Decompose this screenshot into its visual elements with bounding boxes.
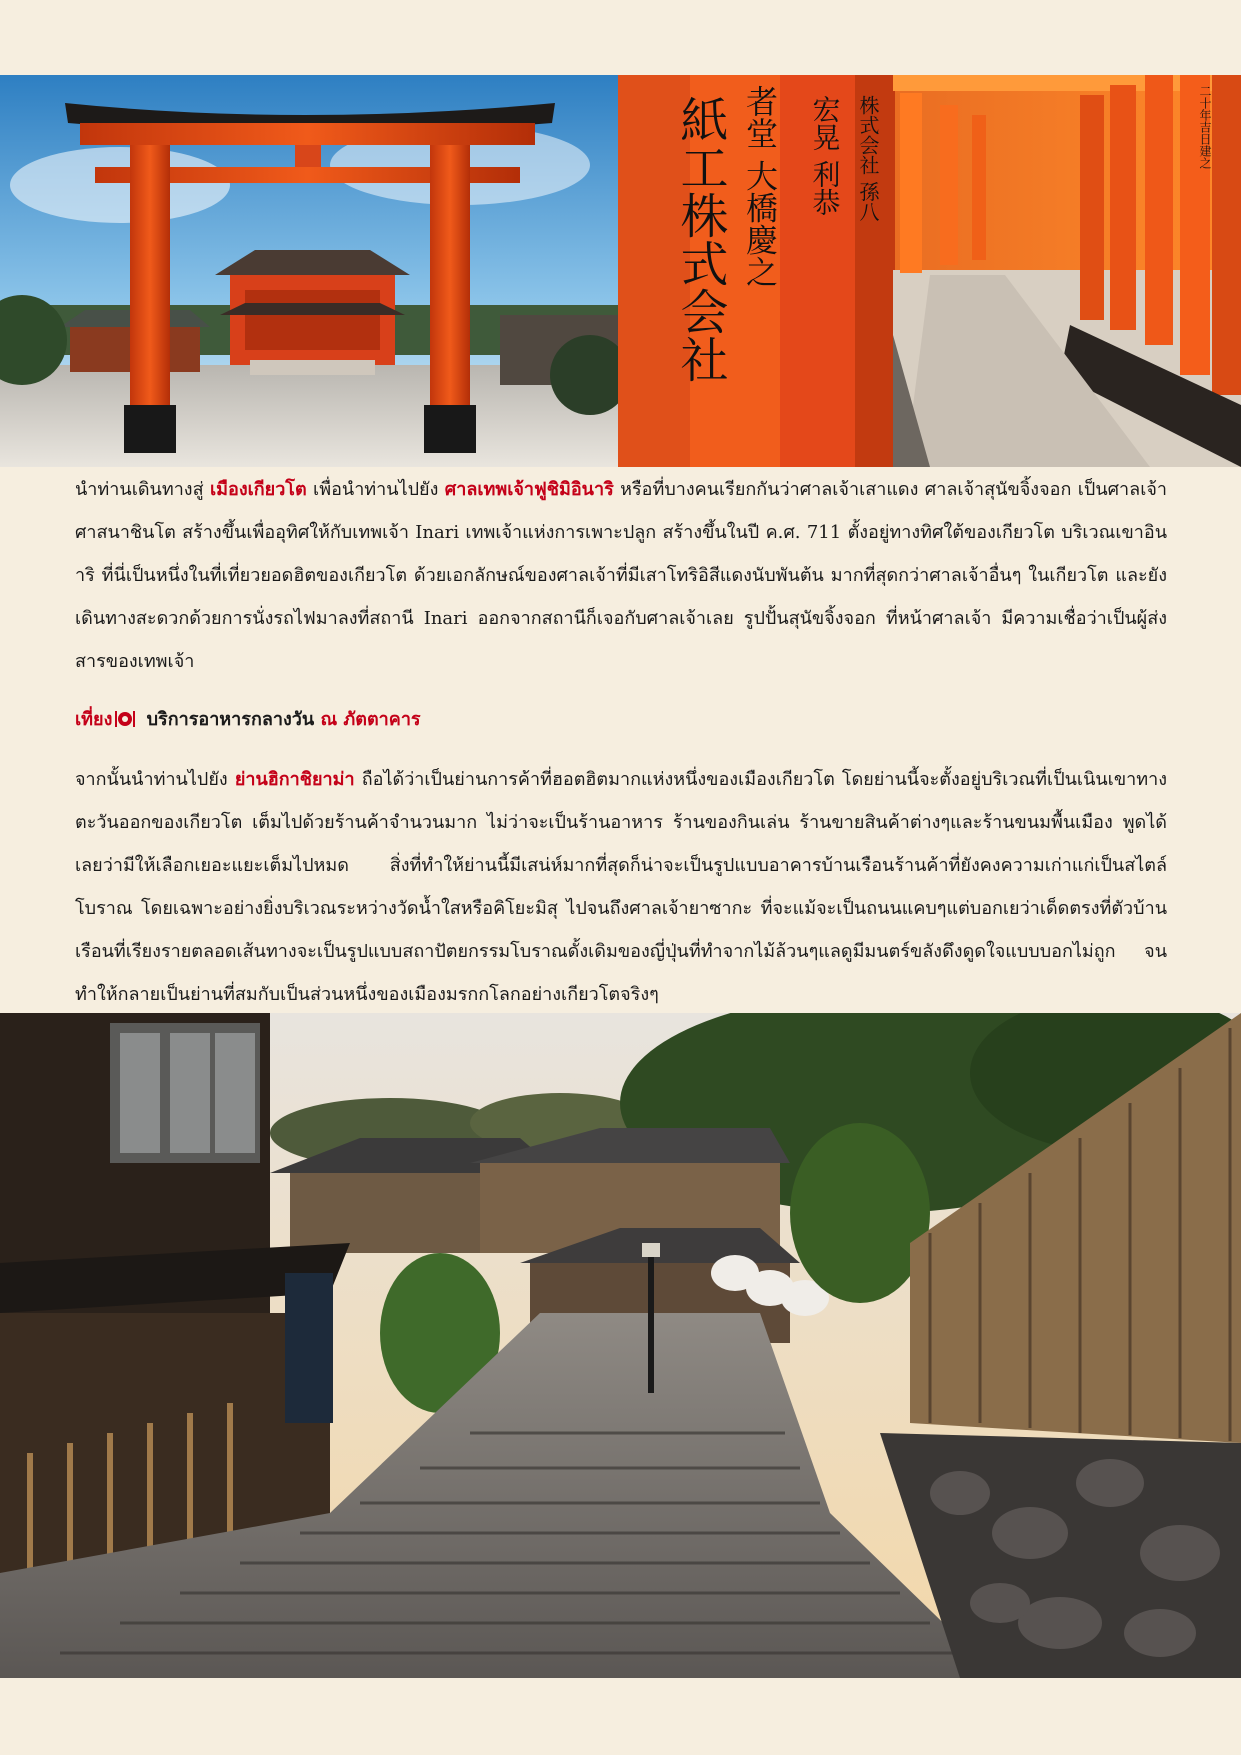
inscription-donor-1: 者堂 大橋慶之 <box>741 85 779 288</box>
fushimi-inari-photos <box>0 75 1241 467</box>
higashiyama-highlight: ย่านฮิกาชิยาม่า <box>234 769 355 790</box>
fushimi-inari-photo-strip <box>0 75 1241 467</box>
district-prefix: จากนั้นนำท่านไปยัง <box>75 769 235 790</box>
inscription-donor-3: 株式会社 孫八 <box>856 95 880 222</box>
restaurant-label: ณ ภัตตาคาร <box>320 709 421 730</box>
inscription-tunnel: 二十年吉日建之 <box>1198 85 1212 169</box>
lunch-line <box>75 698 1167 744</box>
torii-gate-photo <box>0 75 630 467</box>
higashiyama-street-photo <box>0 1013 1241 1678</box>
fushimi-inari-paragraph <box>75 468 1167 683</box>
dining-icon <box>114 701 136 744</box>
intro-body: หรือที่บางคนเรียกกันว่าศาลเจ้าเสาแดง ศาลเจ้าสุนัขจิ้งจอก เป็นศาลเจ้าศาสนาชินโต สร้างขึ้นเพื่ออุทิศให้กับเทพเจ้า Inari เทพเจ้าแห่งการเพาะปลูก สร้างขึ้นในปี ค.ศ. 711 ตั้งอยู่ทางทิศใต้ของเกียวโต บริเวณเขาอินาริ ที่นี่เป็นหนึ่งในที่เที่ยวยอดฮิตของเกียวโต ด้วยเอกลักษณ์ของศาลเจ้าที่มีเสาโทริอิสีแดงนับพันต้น มากที่สุดกว่าศาลเจ้าอื่นๆ ในเกียวโต และยังเดินทางสะดวกด้วยการนั่งรถไฟมาลงที่สถานี Inari ออกจากสถานีก็เจอกับศาลเจ้าเลย รูปปั้นสุนัขจิ้งจอก ที่หน้าศาลเจ้า มีความเชื่อว่าเป็นผู้ส่งสารของเทพเจ้า <box>75 479 1167 672</box>
inscription-company: 紙工株式会社 <box>672 95 728 383</box>
intro-mid: เพื่อนำท่านไปยัง <box>306 479 445 500</box>
kyoto-city-highlight: เมืองเกียวโต <box>209 479 307 500</box>
noon-label: เที่ยง <box>75 709 113 730</box>
inscription-donor-2: 宏晃 利恭 <box>808 95 842 216</box>
higashiyama-paragraph <box>75 758 1167 1016</box>
lunch-service-text: บริการอาหารกลางวัน <box>140 709 321 730</box>
torii-tunnel-photo <box>618 75 1241 467</box>
intro-prefix: นำท่านเดินทางสู่ <box>75 479 210 500</box>
higashiyama-street-scene <box>0 1013 1241 1678</box>
district-body: ถือได้ว่าเป็นย่านการค้าที่ฮอตฮิตมากแห่งหนึ่งของเมืองเกียวโต โดยย่านนี้จะตั้งอยู่บริเวณที่เป็นเนินเขาทางตะวันออกของเกียวโต เต็มไปด้วยร้านค้าจำนวนมาก ไม่ว่าจะเป็นร้านอาหาร ร้านของกินเล่น ร้านขายสินค้าต่างๆและร้านขนมพื้นเมือง พูดได้เลยว่ามีให้เลือกเยอะแยะเต็มไปหมด สิ่งที่ทำให้ย่านนี้มีเสน่ห์มากที่สุดก็น่าจะเป็นรูปแบบอาคารบ้านเรือนร้านค้าที่ยังคงความเก่าแก่เป็นสไตล์โบราณ โดยเฉพาะอย่างยิ่งบริเวณระหว่างวัดน้ำใสหรือคิโยะมิสุ ไปจนถึงศาลเจ้ายาซากะ ที่จะแม้จะเป็นถนนแคบๆแต่บอกเยว่าเด็ดตรงที่ตัวบ้านเรือนที่เรียงรายตลอดเส้นทางจะเป็นรูปแบบสถาปัตยกรรมโบราณดั้งเดิมของญี่ปุ่นที่ทำจากไม้ล้วนๆแลดูมีมนตร์ขลังดึงดูดใจแบบบอกไม่ถูก จนทำให้กลายเป็นย่านที่สมกับเป็นส่วนหนึ่งของเมืองมรกกโลกอย่างเกียวโตจริงๆ <box>75 769 1168 1005</box>
fushimi-inari-highlight: ศาลเทพเจ้าฟูชิมิอินาริ <box>444 479 614 500</box>
